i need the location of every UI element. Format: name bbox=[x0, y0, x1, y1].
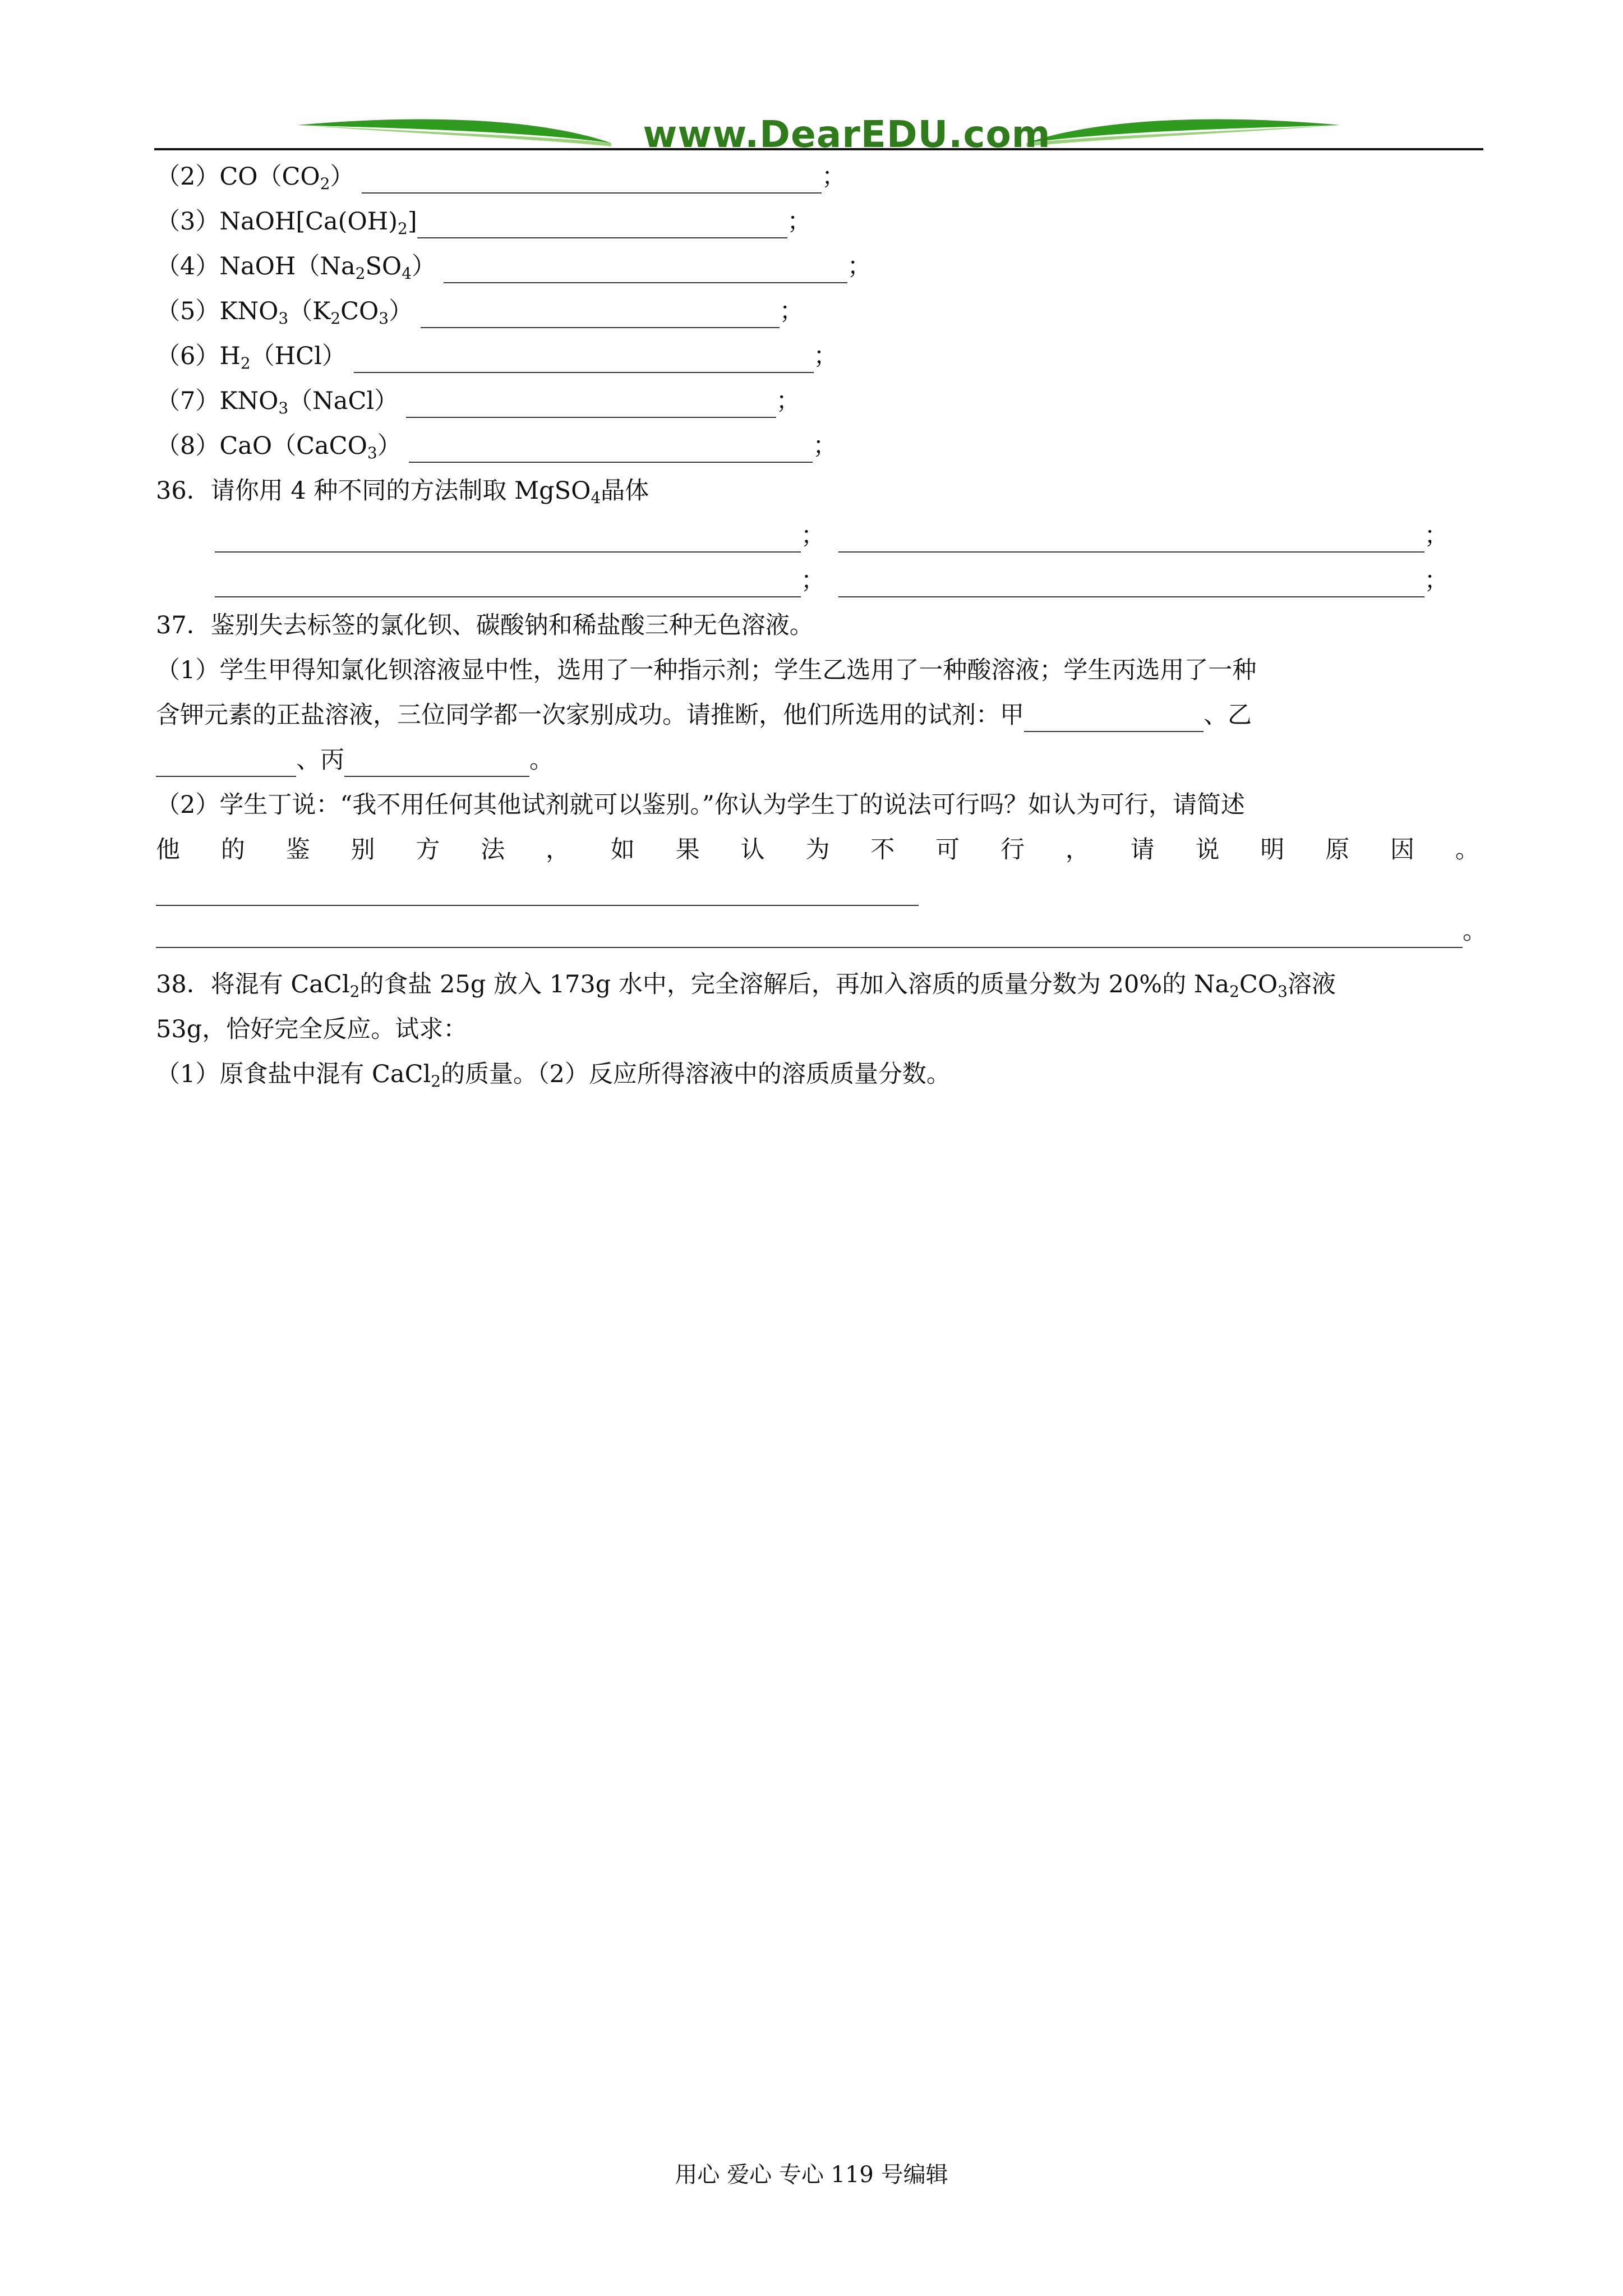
question-38-line2 bbox=[156, 1013, 467, 1046]
spread-char: 原 bbox=[1325, 836, 1350, 864]
semicolon: ； bbox=[822, 163, 846, 191]
answer-blank[interactable] bbox=[409, 436, 813, 463]
question-37-answer-line-2 bbox=[156, 914, 1487, 948]
question-37-part1-line3 bbox=[156, 743, 554, 777]
spread-char: 为 bbox=[805, 836, 830, 864]
question-37-part2-text: （2）学生丁说：“我不用任何其他试剂就可以鉴别。”你认为学生丁的说法可行吗？如认为可行，请简述 bbox=[156, 791, 1245, 819]
subscript: 3 bbox=[278, 309, 289, 328]
spread-char: ， bbox=[546, 836, 570, 864]
item-label-close: （HCl） bbox=[250, 342, 346, 370]
subscript: 3 bbox=[367, 444, 377, 462]
question-item-4 bbox=[156, 250, 872, 283]
question-38-text: CO bbox=[1239, 970, 1278, 999]
page-footer: 用心 爱心 专心 119 号编辑 bbox=[675, 2162, 948, 2188]
question-38-line3 bbox=[156, 1057, 951, 1091]
spread-char: 。 bbox=[1455, 836, 1479, 864]
item-label: （2）CO（CO bbox=[156, 163, 320, 191]
question-37-part1-text: 、丙 bbox=[296, 746, 344, 774]
answer-blank-jia[interactable] bbox=[1024, 705, 1204, 732]
item-label-mid: CO bbox=[340, 297, 379, 325]
question-37-part1-text: 含钾元素的正盐溶液，三位同学都一次家别成功。请推断，他们所选用的试剂：甲 bbox=[156, 701, 1024, 729]
spread-char: 因 bbox=[1390, 836, 1415, 864]
question-37-text: 37．鉴别失去标签的氯化钡、碳酸钠和稀盐酸三种无色溶液。 bbox=[156, 611, 814, 639]
subscript: 3 bbox=[379, 309, 389, 328]
spread-char: 果 bbox=[675, 836, 700, 864]
answer-blank-yi[interactable] bbox=[156, 750, 296, 777]
question-item-3 bbox=[156, 205, 811, 238]
semicolon: ； bbox=[813, 432, 837, 460]
question-item-2 bbox=[156, 160, 846, 194]
item-label-close: ） bbox=[389, 297, 413, 325]
semicolon: ； bbox=[1424, 522, 1449, 550]
semicolon: ； bbox=[779, 297, 804, 325]
spread-char: 法 bbox=[481, 836, 505, 864]
answer-blank[interactable] bbox=[444, 256, 847, 283]
item-label: （5）KNO bbox=[156, 297, 279, 325]
answer-blank[interactable] bbox=[215, 526, 801, 553]
item-label-close: ） bbox=[330, 163, 354, 191]
question-37-part1-text: 、乙 bbox=[1204, 701, 1252, 729]
subscript: 2 bbox=[240, 354, 251, 372]
subscript: 2 bbox=[431, 1072, 441, 1091]
spread-char: 如 bbox=[610, 836, 635, 864]
semicolon: ； bbox=[801, 567, 825, 595]
question-38-text: 的食盐 25g 放入 173g 水中，完全溶解后，再加入溶质的质量分数为 20%的 Na bbox=[359, 970, 1230, 999]
question-37-part1-text: 。 bbox=[529, 746, 554, 774]
question-36-text: 36．请你用 4 种不同的方法制取 MgSO bbox=[156, 477, 591, 505]
question-37-part1-line2 bbox=[156, 698, 1252, 732]
semicolon: ； bbox=[787, 208, 811, 236]
spread-char: 别 bbox=[351, 836, 375, 864]
subscript: 4 bbox=[402, 264, 412, 283]
answer-blank[interactable] bbox=[417, 211, 787, 238]
spread-char: 方 bbox=[416, 836, 440, 864]
question-item-5 bbox=[156, 295, 804, 328]
subscript: 2 bbox=[1229, 982, 1239, 1001]
header-divider bbox=[154, 148, 1483, 150]
answer-blank[interactable] bbox=[838, 526, 1424, 553]
item-label: （6）H bbox=[156, 342, 241, 370]
item-label-close: ] bbox=[407, 208, 417, 236]
semicolon: ； bbox=[801, 522, 825, 550]
question-38-text: 的质量。（2）反应所得溶液中的溶质质量分数。 bbox=[441, 1060, 951, 1088]
semicolon: ； bbox=[1424, 567, 1449, 595]
subscript: 3 bbox=[1278, 982, 1288, 1001]
item-label-close: ） bbox=[377, 432, 402, 460]
subscript: 2 bbox=[349, 982, 360, 1001]
question-36-stem bbox=[156, 474, 649, 508]
spread-char: 可 bbox=[935, 836, 960, 864]
period: 。 bbox=[1463, 917, 1487, 945]
answer-blank[interactable] bbox=[838, 570, 1424, 597]
question-38-text: 53g，恰好完全反应。试求： bbox=[156, 1015, 468, 1043]
question-37-part1-text: （1）学生甲得知氯化钡溶液显中性，选用了一种指示剂；学生乙选用了一种酸溶液；学生丙选用了一种 bbox=[156, 656, 1257, 684]
semicolon: ； bbox=[776, 387, 800, 415]
question-item-7 bbox=[156, 384, 800, 418]
question-37-part2-line2 bbox=[156, 833, 1479, 867]
answer-blank[interactable] bbox=[156, 879, 919, 906]
question-36-tail: 晶体 bbox=[601, 477, 649, 505]
subscript: 2 bbox=[320, 174, 330, 193]
subscript: 2 bbox=[355, 264, 366, 283]
question-38-text: 38．将混有 CaCl bbox=[156, 970, 350, 999]
item-label: （3）NaOH[Ca(OH) bbox=[156, 208, 398, 236]
item-label-mid: （K bbox=[288, 297, 331, 325]
answer-blank[interactable] bbox=[354, 346, 814, 373]
spread-char: 他 bbox=[156, 836, 180, 864]
answer-blank[interactable] bbox=[421, 301, 780, 328]
spread-char: 鉴 bbox=[285, 836, 310, 864]
item-label-mid: SO bbox=[365, 252, 402, 280]
answer-blank-bing[interactable] bbox=[344, 750, 529, 777]
answer-blank[interactable] bbox=[362, 167, 822, 194]
spread-char: 的 bbox=[220, 836, 245, 864]
spread-char: 请 bbox=[1130, 836, 1155, 864]
item-label-close: ） bbox=[412, 252, 436, 280]
question-36-blanks-row-2 bbox=[215, 564, 1449, 597]
question-38-text: （1）原食盐中混有 CaCl bbox=[156, 1060, 431, 1088]
answer-blank[interactable] bbox=[156, 921, 1463, 948]
question-item-8 bbox=[156, 429, 837, 463]
spread-char: 说 bbox=[1195, 836, 1220, 864]
spread-char: 认 bbox=[740, 836, 765, 864]
answer-blank[interactable] bbox=[406, 391, 776, 418]
subscript: 3 bbox=[278, 399, 289, 417]
question-36-blanks-row-1 bbox=[215, 519, 1449, 553]
question-38-line1 bbox=[156, 968, 1336, 1001]
question-38-text: 溶液 bbox=[1287, 970, 1336, 999]
subscript: 2 bbox=[330, 309, 341, 328]
item-label: （7）KNO bbox=[156, 387, 279, 415]
subscript: 4 bbox=[591, 489, 601, 507]
spread-char: 行 bbox=[1000, 836, 1025, 864]
question-37-title bbox=[156, 609, 814, 642]
question-37-answer-line-1 bbox=[156, 872, 919, 906]
semicolon: ； bbox=[847, 252, 872, 280]
subscript: 2 bbox=[398, 219, 408, 238]
item-label: （4）NaOH（Na bbox=[156, 252, 356, 280]
site-logo bbox=[297, 109, 1340, 160]
logo-text: www.DearEDU.com bbox=[643, 113, 1051, 156]
spread-char: 不 bbox=[870, 836, 895, 864]
spread-char: 明 bbox=[1260, 836, 1285, 864]
spread-char: ， bbox=[1065, 836, 1090, 864]
semicolon: ； bbox=[813, 342, 838, 370]
item-label: （8）CaO（CaCO bbox=[156, 432, 367, 460]
question-item-6 bbox=[156, 339, 838, 373]
answer-blank[interactable] bbox=[215, 570, 801, 597]
question-37-part2-line1 bbox=[156, 788, 1245, 822]
question-37-part1-line1 bbox=[156, 654, 1256, 687]
item-label-close: （NaCl） bbox=[288, 387, 399, 415]
